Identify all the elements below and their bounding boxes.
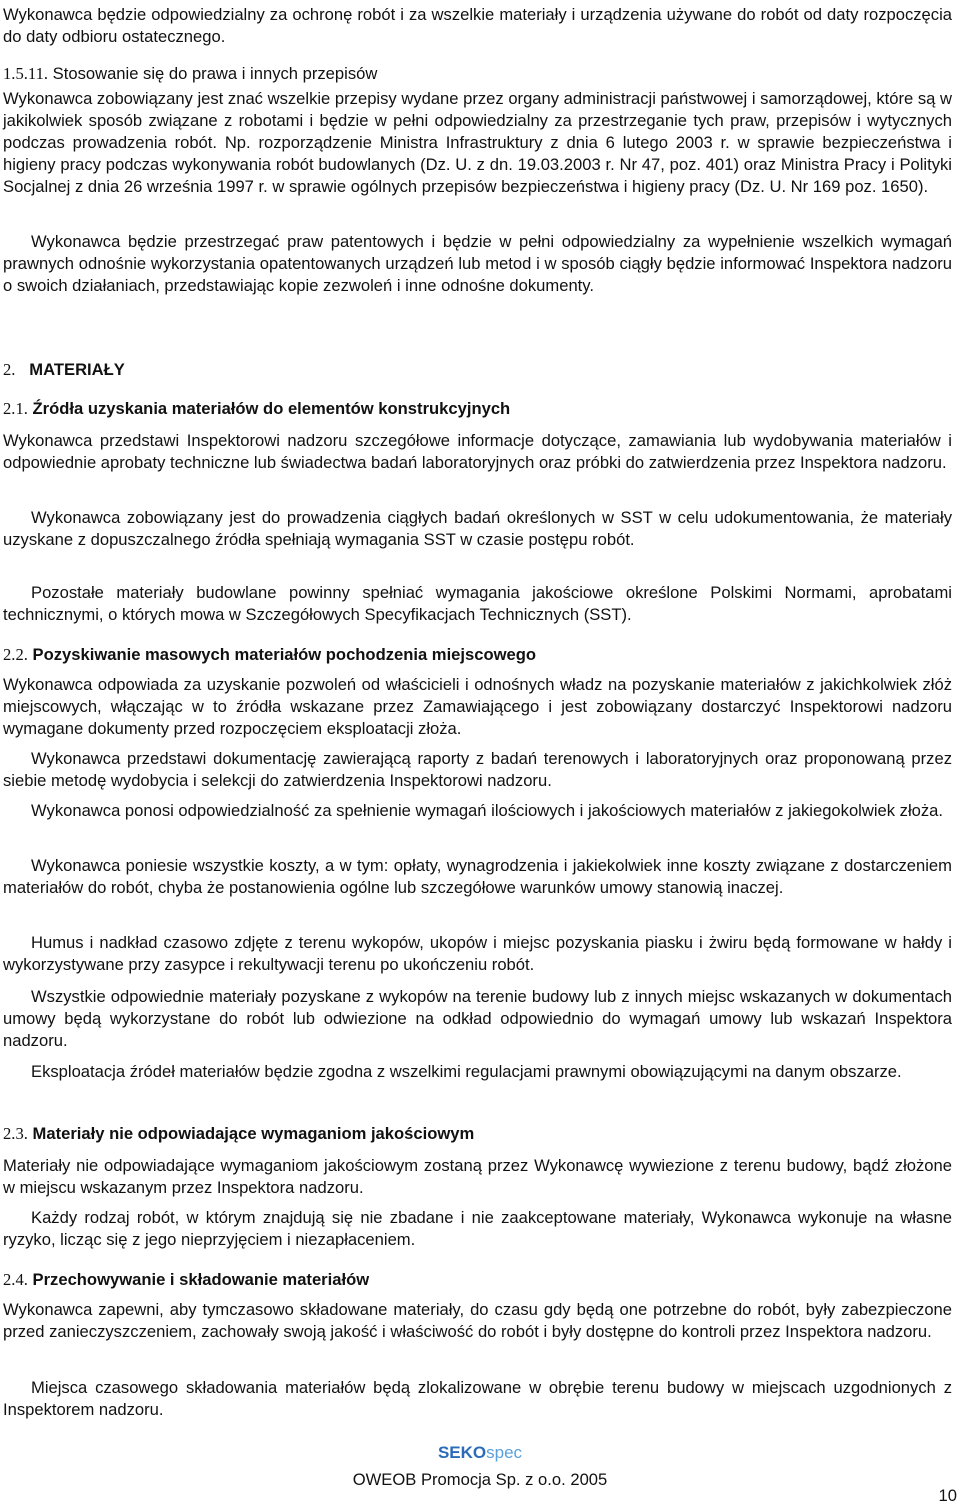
section-title: Materiały nie odpowiadające wymaganiom jakościowym xyxy=(32,1124,475,1143)
paragraph-exploitation: Eksploatacja źródeł materiałów będzie zgodna z wszelkimi regulacjami prawnymi obowiązującymi na danym obszarze. xyxy=(31,1062,902,1081)
section-number: 2.4. xyxy=(3,1270,28,1289)
heading-2-4 xyxy=(3,1269,952,1291)
heading-1-5-11 xyxy=(3,63,952,85)
paragraph-polish-norms: Pozostałe materiały budowlane powinny spełniać wymagania jakościowe określone Polskimi Normami, aprobatami technicznymi, o których mowa w Szczegółowych Specyfikacjach Technicznych (SST). xyxy=(3,583,952,624)
paragraph-humus: Humus i nadkład czasowo zdjęte z terenu wykopów, ukopów i miejsc pozyskania piasku i żwiru będą formowane w hałdy i wykorzystywane przy zasypce i rekultywacji terenu po ukończeniu robót. xyxy=(3,933,952,974)
heading-2 xyxy=(3,359,952,381)
paragraph-own-risk: Każdy rodzaj robót, w którym znajdują się nie zbadane i nie zaakceptowane materiały, Wykonawca wykonuje na własne ryzyko, licząc się z jego nieprzyjęciem i niezapłaceniem. xyxy=(3,1208,952,1249)
section-title: Stosowanie się do prawa i innych przepisów xyxy=(52,64,378,83)
paragraph-regulations: Wykonawca zobowiązany jest znać wszelkie przepisy wydane przez organy administracji państwowej i samorządowej, które są w jakikolwiek sposób związane z robotami i będzie w pełni odpowiedzialny za przestrzeganie tych praw, przepisów i wytycznych podczas prowadzenia robót. Np. rozporządzenie Ministra Infrastruktury z dnia 6 lutego 2003 r. w sprawie bezpieczeństwa i higieny pracy podczas wykonywania robót budowlanych (Dz. U. z dn. 19.03.2003 r. Nr 47, poz. 401) oraz Ministra Pracy i Polityki Socjalnej z dnia 26 września 1997 r. w sprawie ogólnych przepisów bezpieczeństwa i higieny pracy (Dz. U. Nr 169 poz. 1650). xyxy=(3,89,952,196)
paragraph-patents: Wykonawca będzie przestrzegać praw patentowych i będzie w pełni odpowiedzialny za wypełnienie wszelkich wymagań prawnych odnośnie wykorzystania opatentowanych urządzeń lub metod i w sposób ciągły będzie informować Inspektora nadzoru o swoich działaniach, przedstawiając kopie zezwoleń i inne odnośne dokumenty. xyxy=(3,232,952,295)
logo-part-seko: SEKO xyxy=(437,1443,487,1462)
paragraph-documentation: Wykonawca przedstawi dokumentację zawierającą raporty z badań terenowych i laboratoryjnych oraz proponowaną przez siebie metodę wydobycia i selekcji do zatwierdzenia Inspektorowi nadzoru. xyxy=(3,749,952,790)
footer-logo xyxy=(0,1443,960,1463)
paragraph-excavated-materials: Wszystkie odpowiednie materiały pozyskane z wykopów na terenie budowy lub z innych miejsc wskazanych w dokumentach umowy będą wykorzystane do robót lub odwiezione na odkład odpowiednio do wymagań umowy lub wskazań Inspektora nadzoru. xyxy=(3,987,952,1050)
logo-part-spec: spec xyxy=(486,1443,523,1462)
heading-2-3 xyxy=(3,1123,952,1145)
page-number: 10 xyxy=(938,1486,957,1505)
section-title: MATERIAŁY xyxy=(29,360,125,379)
section-number: 2.1. xyxy=(3,399,28,418)
footer-company: OWEOB Promocja Sp. z o.o. 2005 xyxy=(352,1470,608,1489)
section-number: 2.3. xyxy=(3,1124,28,1143)
heading-2-1 xyxy=(3,398,952,420)
paragraph-rejected-materials: Materiały nie odpowiadające wymaganiom jakościowym zostaną przez Wykonawcę wywiezione z terenu budowy, bądź złożone w miejscu wskazanym przez Inspektora nadzoru. xyxy=(3,1156,952,1197)
paragraph-permits: Wykonawca odpowiada za uzyskanie pozwoleń od właścicieli i odnośnych władz na pozyskanie materiałów z jakichkolwiek złóż miejscowych, włączając w to źródła wskazane przez Zamawiającego i jest zobowiązany dostarczyć Inspektorowi nadzoru wymagane dokumenty przed rozpoczęciem eksploatacji złoża. xyxy=(3,675,952,738)
paragraph-storage-locations: Miejsca czasowego składowania materiałów będą zlokalizowane w obrębie terenu budowy w miejscach uzgodnionych z Inspektorem nadzoru. xyxy=(3,1378,952,1419)
paragraph-protection: Wykonawca będzie odpowiedzialny za ochronę robót i za wszelkie materiały i urządzenia używane do robót od daty rozpoczęcia do daty odbioru ostatecznego. xyxy=(3,5,952,46)
paragraph-materials-info: Wykonawca przedstawi Inspektorowi nadzoru szczegółowe informacje dotyczące, zamawiania lub wydobywania materiałów i odpowiednie aprobaty techniczne lub świadectwa badań laboratoryjnych oraz próbki do zatwierdzenia przez Inspektora nadzoru. xyxy=(3,431,952,472)
paragraph-costs: Wykonawca poniesie wszystkie koszty, a w tym: opłaty, wynagrodzenia i jakiekolwiek inne koszty związane z dostarczeniem materiałów do robót, chyba że postanowienia ogólne lub szczegółowe warunków umowy stanowią inaczej. xyxy=(3,856,952,897)
heading-2-2 xyxy=(3,644,952,666)
section-title: Źródła uzyskania materiałów do elementów konstrukcyjnych xyxy=(32,399,511,418)
paragraph-sst-tests: Wykonawca zobowiązany jest do prowadzenia ciągłych badań określonych w SST w celu udokumentowania, że materiały uzyskane z dopuszczalnego źródła spełniają wymagania SST w czasie postępu robót. xyxy=(3,508,952,549)
section-number: 1.5.11. xyxy=(3,64,49,83)
paragraph-responsibility: Wykonawca ponosi odpowiedzialność za spełnienie wymagań ilościowych i jakościowych materiałów z jakiegokolwiek złoża. xyxy=(31,801,944,820)
section-number: 2.2. xyxy=(3,645,28,664)
paragraph-storage: Wykonawca zapewni, aby tymczasowo składowane materiały, do czasu gdy będą one potrzebne do robót, były zabezpieczone przed zanieczyszczeniem, zachowały swoją jakość i właściwość do robót i były dostępne do kontroli przez Inspektora nadzoru. xyxy=(3,1300,952,1341)
section-number: 2. xyxy=(3,360,16,379)
section-title: Przechowywanie i składowanie materiałów xyxy=(32,1270,370,1289)
section-title: Pozyskiwanie masowych materiałów pochodzenia miejscowego xyxy=(32,645,537,664)
